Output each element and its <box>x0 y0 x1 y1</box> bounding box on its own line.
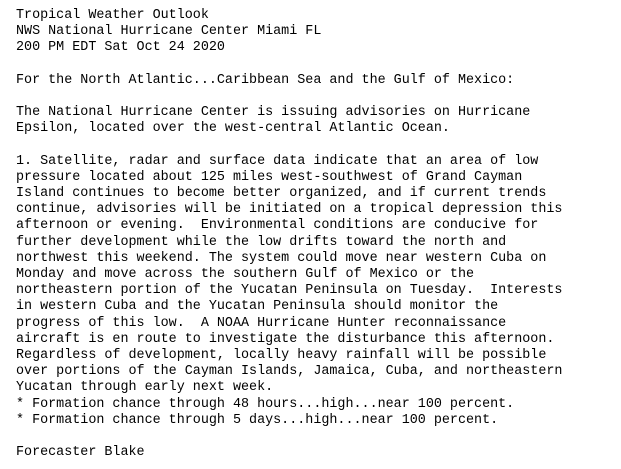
discussion-line: pressure located about 125 miles west-southwest of Grand Cayman <box>16 169 523 185</box>
discussion-line: Regardless of development, locally heavy rainfall will be possible <box>16 347 547 363</box>
discussion-line: Monday and move across the southern Gulf of Mexico or the <box>16 267 475 282</box>
forecaster-signature: Forecaster Blake <box>16 445 145 461</box>
discussion-line: continue, advisories will be initiated on a tropical depression this <box>16 202 563 218</box>
document-title: Tropical Weather Outlook <box>16 8 209 23</box>
formation-chance-48h: * Formation chance through 48 hours...high...near 100 percent. <box>16 396 515 412</box>
advisory-line: Epsilon, located over the west-central Atlantic Ocean. <box>16 121 450 137</box>
spacer <box>16 138 621 154</box>
discussion-line: further development while the low drifts toward the north and <box>16 234 507 250</box>
formation-chance-5d: * Formation chance through 5 days...high...near 100 percent. <box>16 412 499 428</box>
discussion-line: over portions of the Cayman Islands, Jamaica, Cuba, and northeastern <box>16 364 563 380</box>
discussion-line: northeastern portion of the Yucatan Peninsula on Tuesday. Interests <box>16 283 563 299</box>
discussion-line: aircraft is en route to investigate the disturbance this afternoon. <box>16 331 555 347</box>
spacer <box>16 57 621 73</box>
spacer <box>16 429 621 445</box>
region-heading: For the North Atlantic...Caribbean Sea and the Gulf of Mexico: <box>16 72 515 88</box>
discussion-line: afternoon or evening. Environmental conditions are conducive for <box>16 218 539 234</box>
issuing-office: NWS National Hurricane Center Miami FL <box>16 24 322 40</box>
advisory-line: The National Hurricane Center is issuing advisories on Hurricane <box>16 105 531 121</box>
discussion-line: Island continues to become better organized, and if current trends <box>16 186 547 202</box>
spacer <box>16 89 621 105</box>
issue-time: 200 PM EDT Sat Oct 24 2020 <box>16 40 225 56</box>
discussion-line: 1. Satellite, radar and surface data indicate that an area of low <box>16 153 539 169</box>
discussion-line: progress of this low. A NOAA Hurricane Hunter reconnaissance <box>16 315 507 331</box>
discussion-line: in western Cuba and the Yucatan Peninsula should monitor the <box>16 299 499 315</box>
discussion-line: northwest this weekend. The system could move near western Cuba on <box>16 250 547 266</box>
discussion-line: Yucatan through early next week. <box>16 380 274 396</box>
